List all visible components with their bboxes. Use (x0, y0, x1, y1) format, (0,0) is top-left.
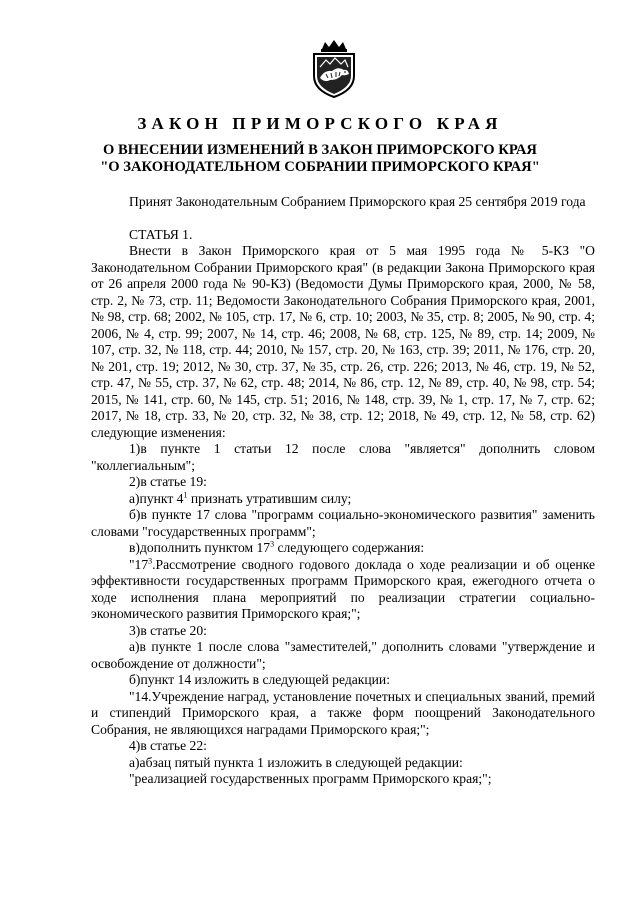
item-2c-quote-start: "17 (129, 556, 149, 572)
article-intro: Внести в Закон Приморского края от 5 мая 1995 года № 5-КЗ "О Законодательном Собрании Приморского края" (в редакции Закона Приморского края от 26 апреля 2000 года № 90-КЗ) (Ведомости Думы Приморского края, 2000, № 58, стр. 2, № 73, стр. 11; Ведомости Законодательного Собрания Приморского края, 2001, № 98, стр. 68; 2002, № 105, стр. 17, № 6, стр. 10; 2003, № 35, стр. 8; 2005, № 90, стр. 4; 2006, № 4, стр. 99; 2007, № 14, стр. 46; 2008, № 68, стр. 125, № 89, стр. 14; 2009, № 107, стр. 32, № 118, стр. 44; 2010, № 157, стр. 20, № 163, стр. 39; 2011, № 176, стр. 20, № 201, стр. 19; 2012, № 30, стр. 37, № 35, стр. 26, стр. 226; 2013, № 46, стр. 19, № 52, стр. 47, № 55, стр. 37, № 62, стр. 48; 2014, № 86, стр. 12, № 89, стр. 40, № 98, стр. 54; 2015, № 141, стр. 60, № 145, стр. 51; 2016, № 148, стр. 39, № 1, стр. 17, № 7, стр. 62; 2017, № 18, стр. 33, № 20, стр. 32, № 38, стр. 12; 2018, № 49, стр. 12, № 58, стр. 62) следующие изменения: (91, 243, 595, 440)
article-heading: СТАТЬЯ 1. (129, 226, 193, 242)
item-2a-text-end: признать утратившим силу; (187, 490, 352, 506)
item-2c-quote-superscript: 3 (148, 555, 153, 565)
amendment-item-2b: б)в пункте 17 слова "программ социально-экономического развития" заменить словами "государственных программ"; (91, 507, 595, 539)
item-2c-superscript: 3 (270, 539, 275, 549)
amendment-item-2: 2)в статье 19: (129, 474, 207, 489)
law-subtitle-line-1: О ВНЕСЕНИИ ИЗМЕНЕНИЙ В ЗАКОН ПРИМОРСКОГО КРАЯ (103, 142, 537, 158)
amendment-item-2a (91, 491, 595, 508)
amendment-item-3a: а)в пункте 1 после слова "заместителей," дополнить словами "утверждение и освобождение от должности"; (91, 639, 595, 671)
item-2a-superscript: 1 (183, 489, 188, 499)
item-2c-quote-end: .Рассмотрение сводного годового доклада о ходе реализации и об оценке эффективности государственных программ Приморского края, ежегодного отчета о ходе исполнения плана мероприятий по реализации стратегии социально-экономического развития Приморского края;"; (91, 556, 595, 621)
item-2c-text-start: в)дополнить пунктом 17 (129, 540, 271, 555)
amendment-item-4: 4)в статье 22: (129, 738, 207, 753)
item-2c-text-end: следующего содержания: (274, 540, 425, 555)
law-title: ЗАКОН ПРИМОРСКОГО КРАЯ (137, 114, 503, 133)
adoption-statement: Принят Законодательным Собранием Приморского края 25 сентября 2019 года (129, 194, 586, 209)
amendment-item-3b: б)пункт 14 изложить в следующей редакции: (129, 672, 390, 687)
amendment-item-3: 3)в статье 20: (129, 622, 207, 638)
amendment-item-4a: а)абзац пятый пункта 1 изложить в следующей редакции: (129, 754, 463, 770)
amendment-item-1: 1)в пункте 1 статьи 12 после слова "является" дополнить словом "коллегиальным"; (91, 441, 595, 473)
law-body (91, 194, 595, 788)
amendment-item-4a-quote: "реализацией государственных программ Приморского края;"; (129, 771, 492, 786)
amendment-item-2c-quote (91, 557, 595, 623)
law-subtitle-line-2: "О ЗАКОНОДАТЕЛЬНОМ СОБРАНИИ ПРИМОРСКОГО КРАЯ" (100, 159, 540, 175)
amendment-item-2c (91, 540, 595, 557)
primorsky-krai-coat-of-arms-icon (308, 40, 360, 98)
amendment-item-3b-quote: "14.Учреждение наград, установление почетных и специальных званий, премий и стипендий Приморского края, а также форм поощрений Законодательного Собрания, не являющихся наградами Приморского края;"; (91, 688, 595, 737)
item-2a-text-start: а)пункт 4 (129, 490, 184, 506)
